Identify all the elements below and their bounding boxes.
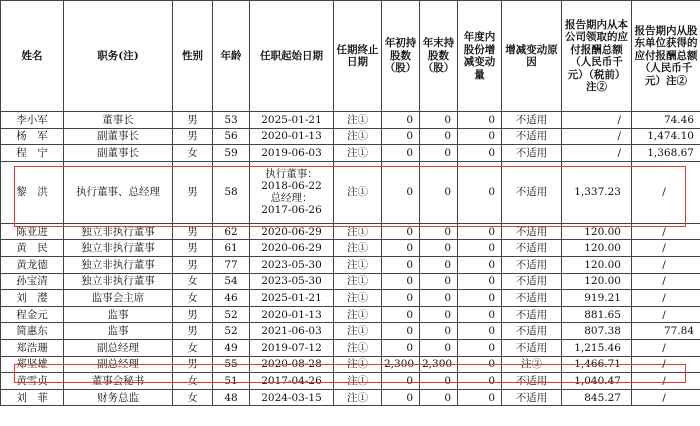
cell-position: 董事会秘书 (64, 373, 173, 390)
cell-shareholder-pay: / (632, 240, 700, 257)
cell-shares-end: 0 (420, 323, 458, 340)
cell-name: 郑浩珊 (1, 339, 64, 356)
cell-name: 陈亚进 (1, 223, 64, 240)
cell-company-pay: 845.27 (562, 389, 632, 406)
table-row (1, 356, 700, 373)
cell-end-date: 注① (334, 161, 382, 223)
cell-shares-start: 0 (382, 256, 420, 273)
cell-shareholder-pay: / (632, 290, 700, 307)
cell-shares-start: 0 (382, 389, 420, 406)
cell-position: 副总经理 (64, 356, 173, 373)
cell-shareholder-pay: / (632, 356, 700, 373)
cell-shares-end: 0 (420, 161, 458, 223)
cell-shares-change: 0 (458, 356, 502, 373)
cell-shares-end: 0 (420, 306, 458, 323)
table-row (1, 145, 700, 162)
table-row (1, 223, 700, 240)
cell-company-pay: 120.00 (562, 256, 632, 273)
cell-change-reason: 不适用 (502, 223, 562, 240)
cell-change-reason: 不适用 (502, 256, 562, 273)
cell-company-pay: 120.00 (562, 273, 632, 290)
cell-company-pay: / (562, 128, 632, 145)
cell-name: 黄雪贞 (1, 373, 64, 390)
cell-name: 黄 民 (1, 240, 64, 257)
cell-age: 52 (213, 323, 250, 340)
cell-position: 财务总监 (64, 389, 173, 406)
cell-shares-change: 0 (458, 128, 502, 145)
cell-company-pay: 1,215.46 (562, 339, 632, 356)
cell-company-pay: / (562, 112, 632, 129)
cell-shares-end: 0 (420, 339, 458, 356)
table-row (1, 112, 700, 129)
cell-shares-start: 0 (382, 112, 420, 129)
cell-change-reason: 不适用 (502, 161, 562, 223)
cell-change-reason: 不适用 (502, 306, 562, 323)
cell-gender: 男 (173, 356, 213, 373)
cell-shares-start: 0 (382, 128, 420, 145)
cell-change-reason: 不适用 (502, 373, 562, 390)
cell-end-date: 注① (334, 356, 382, 373)
cell-age: 61 (213, 240, 250, 257)
cell-shares-change: 0 (458, 240, 502, 257)
cell-shares-end: 0 (420, 290, 458, 307)
cell-shares-start: 0 (382, 223, 420, 240)
cell-age: 46 (213, 290, 250, 307)
cell-shares-end: 0 (420, 240, 458, 257)
cell-change-reason: 不适用 (502, 240, 562, 257)
cell-age: 54 (213, 273, 250, 290)
cell-gender: 男 (173, 128, 213, 145)
cell-shareholder-pay: 77.84 (632, 323, 700, 340)
cell-shares-end: 0 (420, 389, 458, 406)
cell-start-date: 2021-06-03 (250, 323, 334, 340)
cell-company-pay: 807.38 (562, 323, 632, 340)
cell-age: 56 (213, 128, 250, 145)
cell-shares-change: 0 (458, 161, 502, 223)
cell-gender: 男 (173, 161, 213, 223)
cell-company-pay: 881.65 (562, 306, 632, 323)
cell-end-date: 注① (334, 145, 382, 162)
cell-shares-change: 0 (458, 290, 502, 307)
cell-end-date: 注① (334, 306, 382, 323)
cell-start-date: 2025-01-21 (250, 290, 334, 307)
cell-shares-start: 0 (382, 290, 420, 307)
cell-shares-start: 0 (382, 240, 420, 257)
header-company-pay: 报告期内从本公司领取的应付报酬总额（人民币千元）（税前）注② (562, 1, 632, 112)
cell-end-date: 注① (334, 128, 382, 145)
cell-change-reason: 不适用 (502, 112, 562, 129)
cell-end-date: 注① (334, 290, 382, 307)
cell-shareholder-pay: / (632, 389, 700, 406)
cell-gender: 男 (173, 112, 213, 129)
cell-shares-end: 0 (420, 112, 458, 129)
header-age: 年龄 (213, 1, 250, 112)
cell-shares-change: 0 (458, 112, 502, 129)
cell-start-date: 2020-01-13 (250, 128, 334, 145)
cell-shareholder-pay: 1,368.67 (632, 145, 700, 162)
cell-change-reason: 不适用 (502, 128, 562, 145)
cell-start-date: 2023-05-30 (250, 256, 334, 273)
header-row (1, 1, 700, 112)
cell-gender: 女 (173, 273, 213, 290)
cell-shares-change: 0 (458, 389, 502, 406)
cell-shares-change: 0 (458, 223, 502, 240)
cell-company-pay: 120.00 (562, 223, 632, 240)
cell-start-date: 2024-03-15 (250, 389, 334, 406)
cell-gender: 女 (173, 290, 213, 307)
cell-age: 52 (213, 306, 250, 323)
cell-start-date: 执行董事： 2018-06-22 总经理： 2017-06-26 (250, 161, 334, 223)
cell-shares-end: 0 (420, 223, 458, 240)
cell-position: 副总经理 (64, 339, 173, 356)
cell-shares-end: 0 (420, 256, 458, 273)
cell-age: 49 (213, 339, 250, 356)
cell-company-pay: / (562, 145, 632, 162)
cell-age: 51 (213, 373, 250, 390)
cell-shareholder-pay: / (632, 373, 700, 390)
cell-shares-end: 0 (420, 373, 458, 390)
cell-change-reason: 注③ (502, 356, 562, 373)
cell-gender: 女 (173, 373, 213, 390)
cell-position: 独立非执行董事 (64, 223, 173, 240)
cell-company-pay: 1,337.23 (562, 161, 632, 223)
cell-gender: 男 (173, 323, 213, 340)
cell-change-reason: 不适用 (502, 145, 562, 162)
cell-gender: 男 (173, 306, 213, 323)
cell-shares-change: 0 (458, 373, 502, 390)
cell-shares-end: 0 (420, 128, 458, 145)
table-row (1, 273, 700, 290)
cell-name: 黎 洪 (1, 161, 64, 223)
cell-change-reason: 不适用 (502, 323, 562, 340)
cell-position: 独立非执行董事 (64, 256, 173, 273)
header-start-date: 任职起始日期 (250, 1, 334, 112)
table-row (1, 290, 700, 307)
cell-shareholder-pay: 1,474.10 (632, 128, 700, 145)
cell-name: 李小军 (1, 112, 64, 129)
cell-shares-change: 0 (458, 339, 502, 356)
cell-position: 独立非执行董事 (64, 240, 173, 257)
cell-shares-start: 0 (382, 273, 420, 290)
cell-start-date: 2017-04-26 (250, 373, 334, 390)
header-shareholder-pay: 报告期内从股东单位获得的应付报酬总额（人民币千元）注② (632, 1, 700, 112)
cell-shares-change: 0 (458, 323, 502, 340)
table-row (1, 256, 700, 273)
header-position: 职务(注) (64, 1, 173, 112)
cell-name: 刘 漤 (1, 290, 64, 307)
cell-age: 48 (213, 389, 250, 406)
header-change-reason: 增减变动原因 (502, 1, 562, 112)
cell-position: 副董事长 (64, 145, 173, 162)
cell-shareholder-pay: / (632, 306, 700, 323)
table-row (1, 389, 700, 406)
cell-shareholder-pay: / (632, 273, 700, 290)
table-row (1, 323, 700, 340)
cell-company-pay: 120.00 (562, 240, 632, 257)
table-row (1, 240, 700, 257)
cell-end-date: 注① (334, 389, 382, 406)
cell-position: 监事 (64, 323, 173, 340)
cell-position: 副董事长 (64, 128, 173, 145)
cell-end-date: 注① (334, 373, 382, 390)
header-end-date: 任期终止日期 (334, 1, 382, 112)
table-row (1, 373, 700, 390)
cell-shares-change: 0 (458, 306, 502, 323)
cell-company-pay: 919.21 (562, 290, 632, 307)
cell-age: 55 (213, 356, 250, 373)
cell-shareholder-pay: / (632, 339, 700, 356)
cell-name: 杨 军 (1, 128, 64, 145)
cell-shares-end: 0 (420, 273, 458, 290)
cell-change-reason: 不适用 (502, 339, 562, 356)
cell-change-reason: 不适用 (502, 290, 562, 307)
cell-end-date: 注① (334, 223, 382, 240)
cell-end-date: 注① (334, 256, 382, 273)
cell-position: 独立非执行董事 (64, 273, 173, 290)
cell-shares-start: 0 (382, 306, 420, 323)
cell-gender: 男 (173, 240, 213, 257)
cell-age: 53 (213, 112, 250, 129)
cell-name: 简惠东 (1, 323, 64, 340)
cell-shares-change: 0 (458, 273, 502, 290)
cell-end-date: 注① (334, 112, 382, 129)
header-shares-end: 年末持股数（股） (420, 1, 458, 112)
header-shares-change: 年度内股份增减变动量 (458, 1, 502, 112)
cell-shareholder-pay: / (632, 161, 700, 223)
cell-age: 77 (213, 256, 250, 273)
cell-age: 62 (213, 223, 250, 240)
table-row (1, 339, 700, 356)
cell-start-date: 2019-07-12 (250, 339, 334, 356)
cell-end-date: 注① (334, 240, 382, 257)
cell-position: 监事会主席 (64, 290, 173, 307)
cell-name: 刘 菲 (1, 389, 64, 406)
cell-start-date: 2023-05-30 (250, 273, 334, 290)
cell-position: 董事长 (64, 112, 173, 129)
cell-name: 程 宁 (1, 145, 64, 162)
header-name: 姓名 (1, 1, 64, 112)
header-gender: 性别 (173, 1, 213, 112)
cell-shares-change: 0 (458, 256, 502, 273)
cell-gender: 女 (173, 389, 213, 406)
cell-position: 监事 (64, 306, 173, 323)
table-row (1, 128, 700, 145)
table-row (1, 161, 700, 223)
cell-end-date: 注① (334, 339, 382, 356)
cell-gender: 女 (173, 339, 213, 356)
cell-shares-start: 0 (382, 339, 420, 356)
cell-shares-start: 0 (382, 323, 420, 340)
cell-name: 孙宝清 (1, 273, 64, 290)
cell-start-date: 2020-08-28 (250, 356, 334, 373)
cell-shareholder-pay: / (632, 256, 700, 273)
cell-start-date: 2020-01-13 (250, 306, 334, 323)
cell-shares-start: 0 (382, 373, 420, 390)
cell-shareholder-pay: 74.46 (632, 112, 700, 129)
cell-shares-start: 2,300 (382, 356, 420, 373)
cell-shares-end: 0 (420, 145, 458, 162)
cell-shares-start: 0 (382, 145, 420, 162)
cell-shares-start: 0 (382, 161, 420, 223)
cell-change-reason: 不适用 (502, 273, 562, 290)
cell-shares-end: 2,300 (420, 356, 458, 373)
cell-change-reason: 不适用 (502, 389, 562, 406)
cell-company-pay: 1,466.71 (562, 356, 632, 373)
cell-company-pay: 1,040.47 (562, 373, 632, 390)
cell-name: 郑坚雄 (1, 356, 64, 373)
header-shares-start: 年初持股数（股） (382, 1, 420, 112)
cell-start-date: 2020-06-29 (250, 240, 334, 257)
cell-shares-change: 0 (458, 145, 502, 162)
cell-shareholder-pay: / (632, 223, 700, 240)
cell-gender: 男 (173, 256, 213, 273)
cell-gender: 男 (173, 223, 213, 240)
cell-end-date: 注① (334, 273, 382, 290)
table-row (1, 306, 700, 323)
cell-start-date: 2020-06-29 (250, 223, 334, 240)
cell-age: 59 (213, 145, 250, 162)
cell-end-date: 注① (334, 323, 382, 340)
cell-name: 程金元 (1, 306, 64, 323)
cell-start-date: 2019-06-03 (250, 145, 334, 162)
cell-name: 黄龙德 (1, 256, 64, 273)
cell-age: 58 (213, 161, 250, 223)
cell-position: 执行董事、总经理 (64, 161, 173, 223)
cell-gender: 女 (173, 145, 213, 162)
cell-start-date: 2025-01-21 (250, 112, 334, 129)
